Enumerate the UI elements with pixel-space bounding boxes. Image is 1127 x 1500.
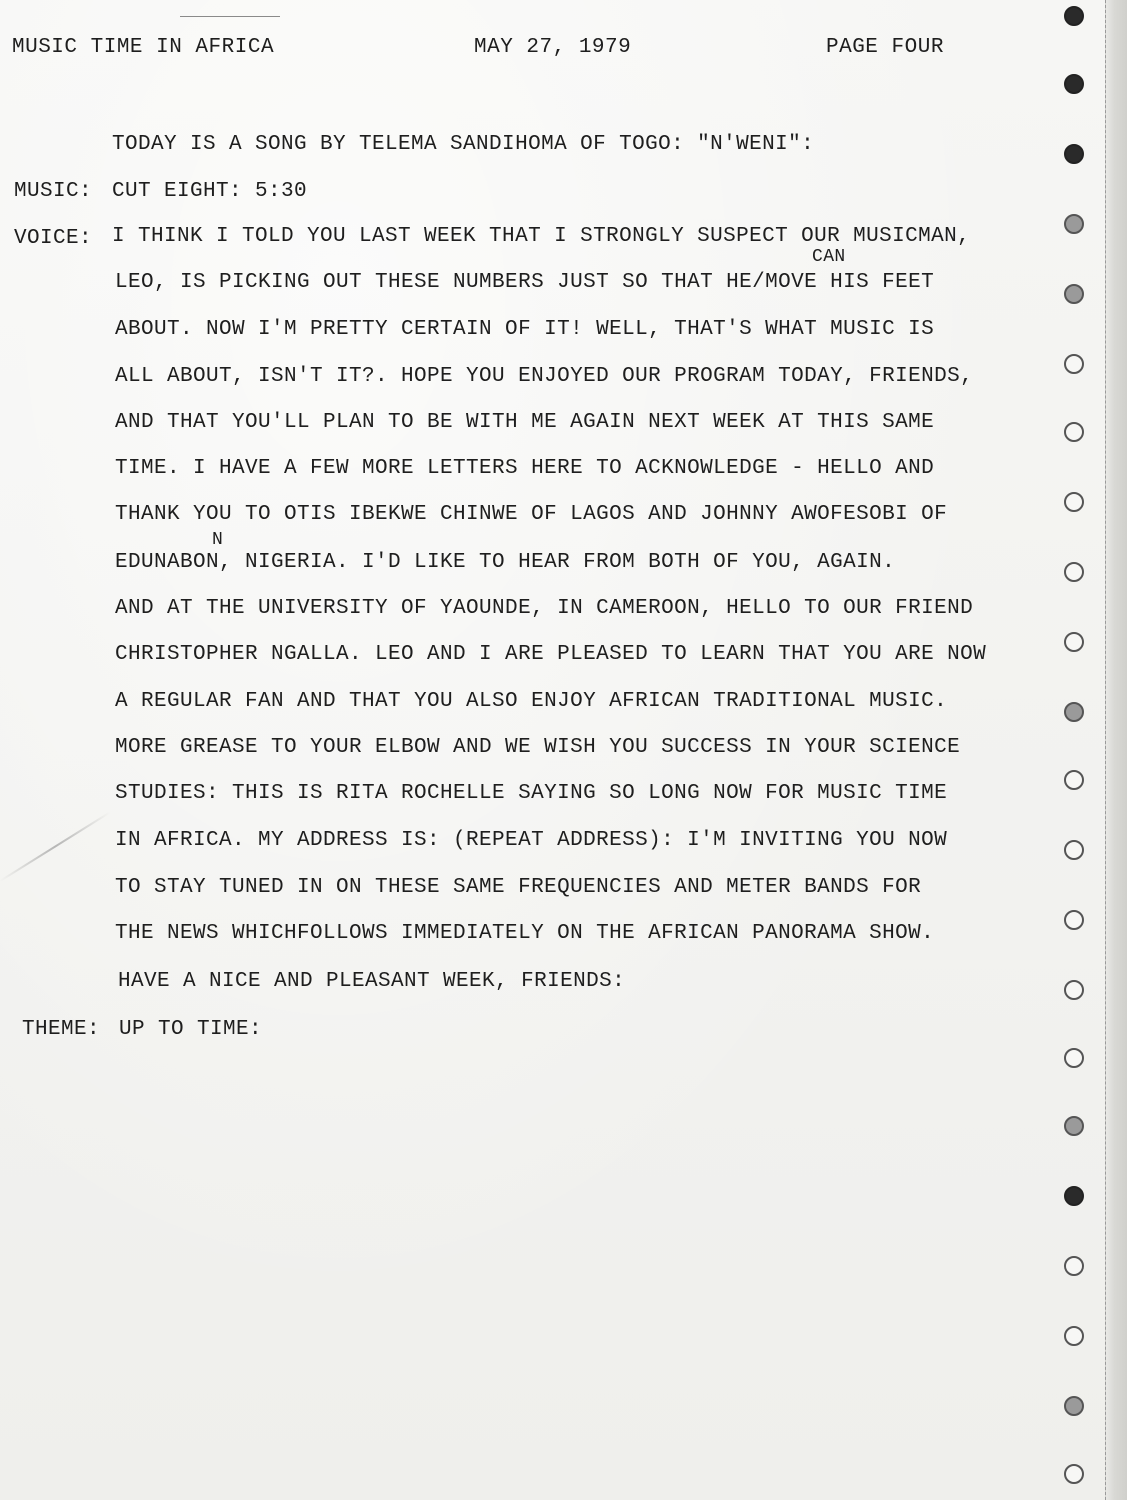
voice-line-2: LEO, IS PICKING OUT THESE NUMBERS JUST SO THAT HE/MOVE HIS FEET [115,271,935,294]
voice-line-5: AND THAT YOU'LL PLAN TO BE WITH ME AGAIN NEXT WEEK AT THIS SAME [115,411,935,434]
perforation-hole-icon [1064,144,1084,164]
perforation-hole-icon [1064,1326,1084,1346]
broadcast-date: MAY 27, 1979 [474,36,632,59]
theme-cue-label: THEME: [22,1018,101,1041]
handwritten-insert-n: N [212,530,224,550]
perforation-hole-icon [1064,1048,1084,1068]
perforation-hole-icon [1064,910,1084,930]
intro-line: TODAY IS A SONG BY TELEMA SANDIHOMA OF TOGO: "N'WENI": [112,133,815,156]
perforation-hole-icon [1064,1464,1084,1484]
voice-line-13: STUDIES: THIS IS RITA ROCHELLE SAYING SO LONG NOW FOR MUSIC TIME [115,782,948,805]
voice-line-3: ABOUT. NOW I'M PRETTY CERTAIN OF IT! WELL, THAT'S WHAT MUSIC IS [115,318,935,341]
top-rule [180,16,280,17]
perforation-hole-icon [1064,354,1084,374]
voice-line-15: TO STAY TUNED IN ON THESE SAME FREQUENCIES AND METER BANDS FOR [115,876,922,899]
voice-cue-label: VOICE: [14,227,93,250]
perforation-hole-icon [1064,74,1084,94]
music-cue-label: MUSIC: [14,180,93,203]
voice-line-6: TIME. I HAVE A FEW MORE LETTERS HERE TO ACKNOWLEDGE - HELLO AND [115,457,935,480]
perforation-hole-icon [1064,1396,1084,1416]
voice-line-10: CHRISTOPHER NGALLA. LEO AND I ARE PLEASED TO LEARN THAT YOU ARE NOW [115,643,987,666]
voice-line-11: A REGULAR FAN AND THAT YOU ALSO ENJOY AFRICAN TRADITIONAL MUSIC. [115,690,948,713]
paper-crease [0,811,111,882]
voice-line-9: AND AT THE UNIVERSITY OF YAOUNDE, IN CAMEROON, HELLO TO OUR FRIEND [115,597,974,620]
perforation-hole-icon [1064,492,1084,512]
perforation-hole-icon [1064,980,1084,1000]
voice-line-7: THANK YOU TO OTIS IBEKWE CHINWE OF LAGOS AND JOHNNY AWOFESOBI OF [115,503,948,526]
voice-line-16: THE NEWS WHICHFOLLOWS IMMEDIATELY ON THE AFRICAN PANORAMA SHOW. [115,922,935,945]
perforation-hole-icon [1064,702,1084,722]
voice-line-14: IN AFRICA. MY ADDRESS IS: (REPEAT ADDRESS): I'M INVITING YOU NOW [115,829,948,852]
page-number: PAGE FOUR [826,36,944,59]
handwritten-insert-can: CAN [812,247,846,267]
perforation-hole-icon [1064,1256,1084,1276]
theme-cue-text: UP TO TIME: [119,1018,263,1041]
voice-line-1: I THINK I TOLD YOU LAST WEEK THAT I STRONGLY SUSPECT OUR MUSICMAN, [112,225,971,248]
perforation-hole-icon [1064,214,1084,234]
perforation-hole-icon [1064,632,1084,652]
perforation-hole-icon [1064,1116,1084,1136]
music-cue-text: CUT EIGHT: 5:30 [112,180,308,203]
voice-line-12: MORE GREASE TO YOUR ELBOW AND WE WISH YOU SUCCESS IN YOUR SCIENCE [115,736,961,759]
perforation-hole-icon [1064,770,1084,790]
voice-line-17: HAVE A NICE AND PLEASANT WEEK, FRIENDS: [118,970,626,993]
program-title: MUSIC TIME IN AFRICA [12,36,275,59]
perforation-hole-icon [1064,6,1084,26]
voice-line-4: ALL ABOUT, ISN'T IT?. HOPE YOU ENJOYED OUR PROGRAM TODAY, FRIENDS, [115,365,974,388]
perforation-hole-icon [1064,284,1084,304]
perforation-hole-icon [1064,562,1084,582]
perforation-hole-icon [1064,1186,1084,1206]
perforation-hole-icon [1064,840,1084,860]
perforation-hole-icon [1064,422,1084,442]
perforated-edge-strip [1105,0,1127,1500]
voice-line-8: EDUNABON, NIGERIA. I'D LIKE TO HEAR FROM BOTH OF YOU, AGAIN. [115,551,896,574]
